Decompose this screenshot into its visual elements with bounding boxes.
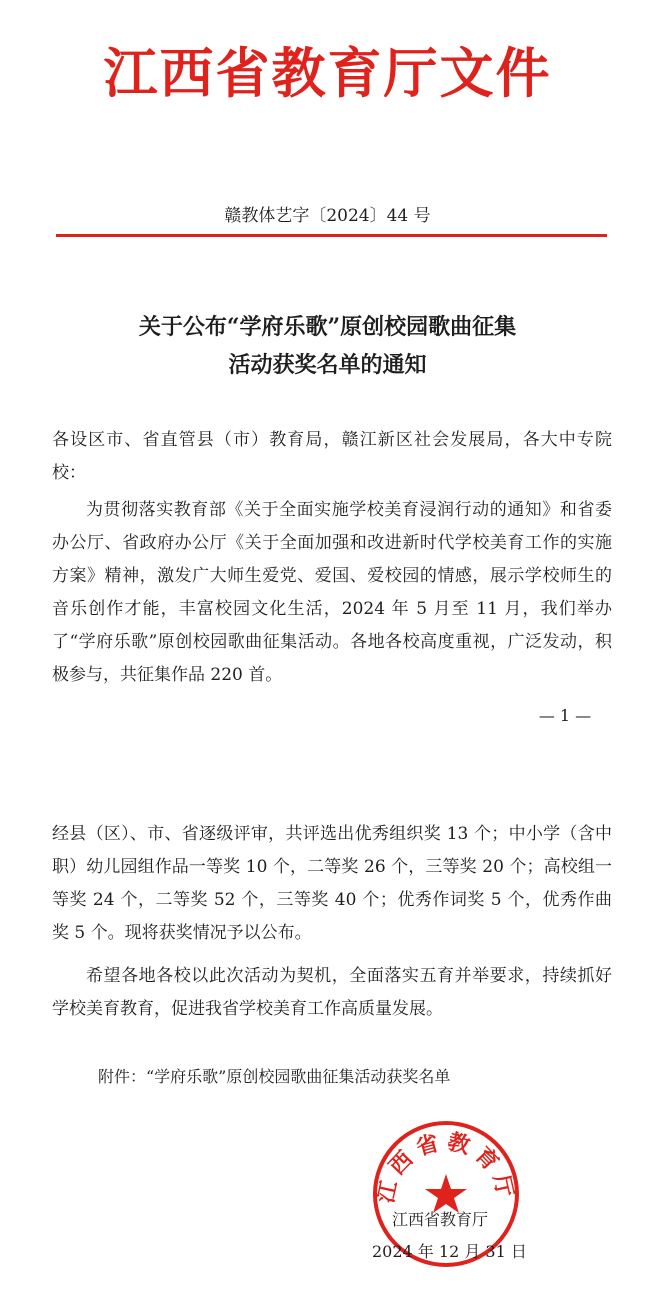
paragraph-3-text: 希望各地各校以此次活动为契机，全面落实五育并举要求，持续抓好学校美育教育，促进我省学校美育工作高质量发展。 [52,966,612,1019]
red-divider [56,234,607,237]
document-number: 赣教体艺字〔2024〕44 号 [224,206,431,226]
issue-date: 2024 年 12 月 31 日 [372,1242,527,1261]
paragraph-2-text: 经县（区）、市、省逐级评审，共评选出优秀组织奖 13 个；中小学（含中职）幼儿园组作品一等奖 10 个，二等奖 26 个，三等奖 20 个；高校组一等奖 24 个，二等奖 52 个，三等奖 40 个；优秀作词奖 5 个，优秀作曲奖 5 个。现将获奖情况予以公布。 [52,824,612,943]
notice-title [40,308,615,384]
agency-title: 江西省教育厅文件 [103,41,552,105]
salutation [52,424,612,490]
paragraph-1 [52,494,612,692]
notice-title-line-1: 关于公布“学府乐歌”原创校园歌曲征集 [138,314,517,340]
seal-text: 江西省教育厅 [372,1128,520,1206]
page-number: — 1 — [538,706,592,725]
notice-title-line-2: 活动获奖名单的通知 [228,352,427,378]
paragraph-3 [52,960,612,1026]
paragraph-2 [52,818,612,950]
paragraph-1-text: 为贯彻落实教育部《关于全面实施学校美育浸润行动的通知》和省委办公厅、省政府办公厅《关于全面加强和改进新时代学校美育工作的实施方案》精神，激发广大师生爱党、爱国、爱校园的情感，展示学校师生的音乐创作才能，丰富校园文化生活，2024 年 5 月至 11 月，我们举办了“学府乐歌”原创校园歌曲征集活动。各地各校高度重视，广泛发动，积极参与，共征集作品 220 首。 [52,500,612,685]
salutation-text: 各设区市、省直管县（市）教育局，赣江新区社会发展局，各大中专院校： [52,430,612,483]
attachment-line: 附件：“学府乐歌”原创校园歌曲征集活动获奖名单 [98,1067,451,1086]
issuer-name: 江西省教育厅 [392,1210,489,1229]
